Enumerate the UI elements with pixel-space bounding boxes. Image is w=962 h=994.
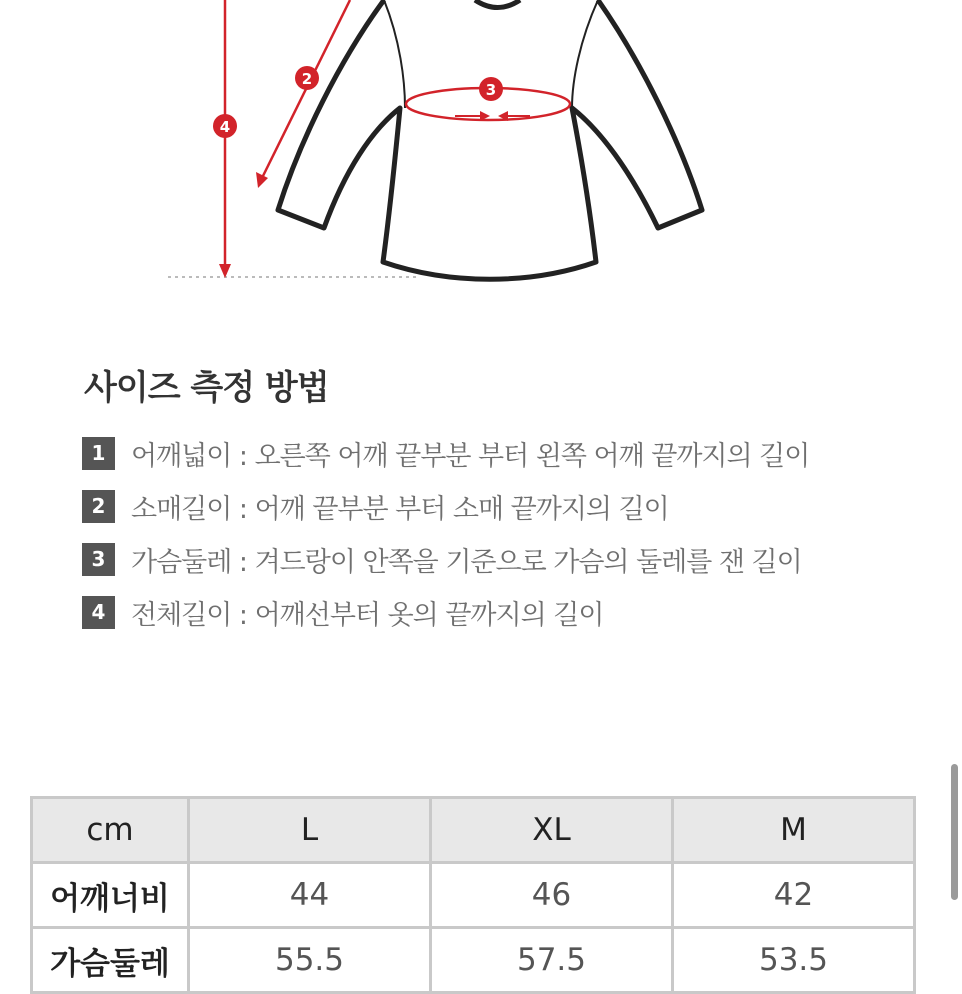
row-label: 어깨너비 bbox=[32, 863, 189, 928]
size-header-xl: XL bbox=[431, 798, 673, 863]
armhole-left bbox=[384, 0, 405, 108]
section-title: 사이즈 측정 방법 bbox=[84, 368, 329, 408]
marker-2-label: 2 bbox=[301, 70, 313, 88]
legend-number-badge: 1 bbox=[82, 437, 115, 470]
table-row bbox=[32, 863, 915, 928]
legend-number-badge: 4 bbox=[82, 596, 115, 629]
marker-4-label: 4 bbox=[219, 118, 231, 136]
table-cell: 44 bbox=[189, 863, 431, 928]
table-cell: 57.5 bbox=[431, 928, 673, 993]
table-header-row bbox=[32, 798, 915, 863]
legend-text: 어깨넓이 : 오른쪽 어깨 끝부분 부터 왼쪽 어깨 끝까지의 길이 bbox=[131, 440, 810, 472]
legend-text: 전체길이 : 어깨선부터 옷의 끝까지의 길이 bbox=[131, 599, 604, 631]
legend-item bbox=[82, 542, 809, 576]
unit-header: cm bbox=[32, 798, 189, 863]
measurement-legend bbox=[82, 436, 809, 648]
legend-item bbox=[82, 489, 809, 523]
armhole-right bbox=[572, 0, 598, 108]
scrollbar-thumb[interactable] bbox=[951, 764, 958, 900]
table-cell: 42 bbox=[673, 863, 915, 928]
legend-text: 소매길이 : 어깨 끝부분 부터 소매 끝까지의 길이 bbox=[131, 493, 669, 525]
size-header-l: L bbox=[189, 798, 431, 863]
neckline bbox=[475, 0, 520, 8]
garment-outline bbox=[278, 0, 702, 279]
table-cell: 55.5 bbox=[189, 928, 431, 993]
legend-text: 가슴둘레 : 겨드랑이 안쪽을 기준으로 가슴의 둘레를 잰 길이 bbox=[131, 546, 802, 578]
row-label: 가슴둘레 bbox=[32, 928, 189, 993]
table-row bbox=[32, 928, 915, 993]
table-cell: 53.5 bbox=[673, 928, 915, 993]
marker-2 bbox=[295, 66, 319, 90]
marker-3 bbox=[479, 77, 503, 101]
size-header-m: M bbox=[673, 798, 915, 863]
legend-number-badge: 2 bbox=[82, 490, 115, 523]
sleeve-length-arrowhead bbox=[256, 172, 268, 188]
marker-3-label: 3 bbox=[485, 81, 497, 99]
marker-4 bbox=[213, 114, 237, 138]
total-length-arrowhead bbox=[219, 264, 231, 278]
legend-item bbox=[82, 436, 809, 470]
garment-measurement-diagram bbox=[0, 0, 962, 300]
size-table bbox=[30, 796, 916, 994]
legend-item bbox=[82, 595, 809, 629]
legend-number-badge: 3 bbox=[82, 543, 115, 576]
table-cell: 46 bbox=[431, 863, 673, 928]
